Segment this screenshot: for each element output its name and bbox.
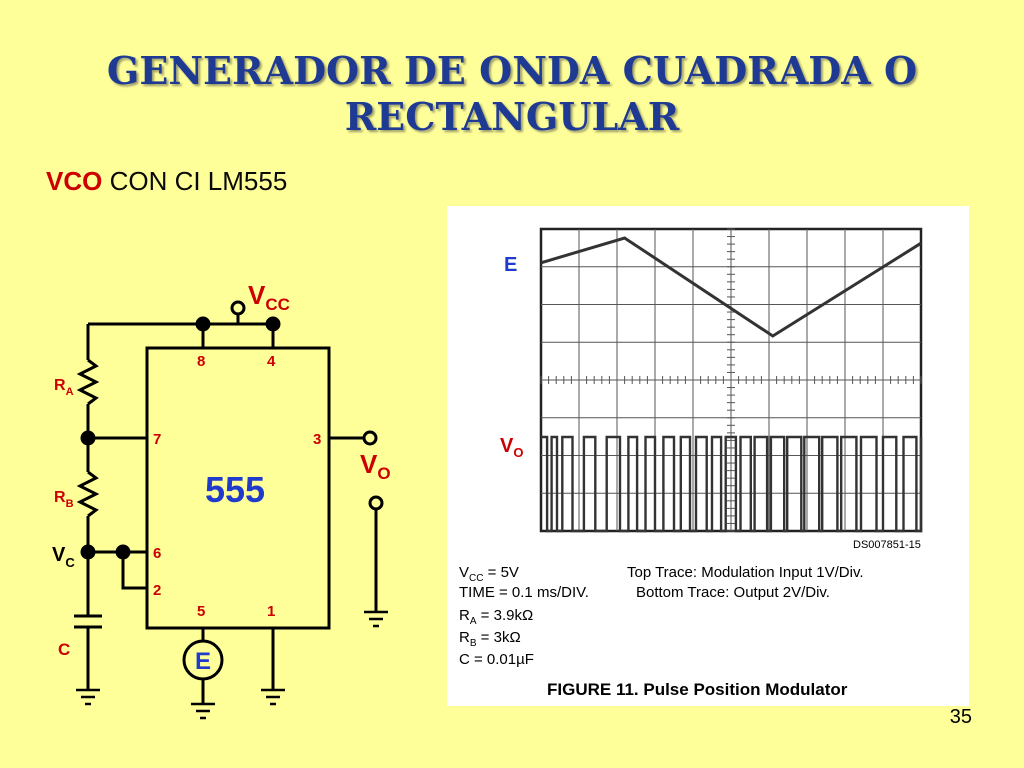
param-vcc: $V_{CC} = 5V$ [459,564,519,584]
vcc-label-main: V [248,280,266,310]
pin-6-label: 6 [153,545,162,562]
title-line-1: GENERADOR DE ONDA CUADRADA O [106,48,918,93]
scope-vo-main: V [500,435,514,457]
resistor-ra [80,360,96,404]
slide-number: 35 [949,706,972,728]
title-line-2: RECTANGULAR [344,94,680,139]
output-terminal [364,432,376,444]
ground-symbol-output [364,612,388,626]
capacitor-label: C [58,640,71,659]
param-top-trace: Top Trace: Modulation Input 1V/Div. [627,564,864,581]
vo-label-main: V [360,449,378,479]
ground-symbol-pin1 [261,690,285,704]
vcc-terminal [232,302,244,314]
ra-label [54,377,74,398]
vcc-label [248,280,290,314]
scope-figure-caption: FIGURE 11. Pulse Position Modulator [547,680,848,699]
rb-label-main: R [54,489,66,506]
ic-label: 555 [205,469,266,510]
ground-symbol-cap [76,690,100,704]
pin-5-label: 5 [197,603,206,620]
vo-label-sub: O [377,464,391,483]
node-pin8 [197,318,209,330]
rb-label [54,489,74,510]
scope-figure [447,206,969,706]
pin-1-label: 1 [267,603,276,620]
pin-7-label: 7 [153,431,162,448]
pin-4-label: 4 [267,353,276,370]
vo-label [360,449,391,483]
scope-figure-code: DS007851-15 [853,539,921,551]
param-c: C = 0.01µF [459,651,534,668]
pin-2-label: 2 [153,582,162,599]
vc-label [52,544,75,570]
rb-label-sub: B [65,498,74,510]
source-e-label: E [195,648,212,675]
node-pin7 [82,432,94,444]
param-time: TIME = 0.1 ms/DIV. [459,584,589,601]
vcc-label-sub: CC [265,295,290,314]
circuit-diagram [74,302,391,718]
pin-3-label: 3 [313,431,322,448]
vc-label-main: V [52,544,66,566]
output-return-terminal [370,497,382,509]
resistor-rb [80,472,96,516]
scope-trace-e-label: E [504,254,518,276]
param-rb: $R_B = 3k\Omega$ [459,629,521,649]
node-vc [82,546,94,558]
circuit-labels [52,280,391,675]
param-ra: $R_A = 3.9k\Omega$ [459,607,534,627]
scope-vo-sub: O [513,445,524,460]
ra-label-main: R [54,377,66,394]
pin-8-label: 8 [197,353,206,370]
node-pin4 [267,318,279,330]
vc-label-sub: C [65,555,75,570]
subtitle-highlight: VCO [46,166,103,196]
ground-symbol-source [191,704,215,718]
param-bottom-trace: Bottom Trace: Output 2V/Div. [636,584,830,601]
ra-label-sub: A [65,386,74,398]
subtitle-text: CON CI LM555 [102,166,288,196]
